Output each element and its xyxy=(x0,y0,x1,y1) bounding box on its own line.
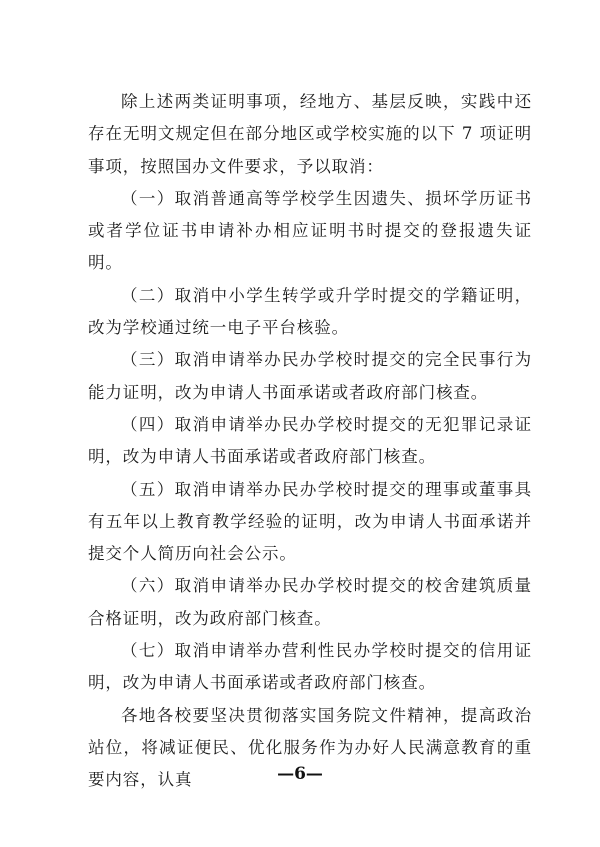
intro-paragraph: 除上述两类证明事项，经地方、基层反映，实践中还存在无明文规定但在部分地区或学校实施的以下 7 项证明事项，按照国办文件要求，予以取消： xyxy=(88,92,532,176)
item-7-paragraph: （七）取消申请举办营利性民办学校时提交的信用证明，改为申请人书面承诺或者政府部门核查。 xyxy=(88,641,532,693)
closing-paragraph: 各地各校要坚决贯彻落实国务院文件精神，提高政治站位，将减证便民、优化服务作为办好人民满意教育的重要内容，认真 xyxy=(88,705,532,790)
item-4-paragraph: （四）取消申请举办民办学校时提交的无犯罪记录证明，改为申请人书面承诺或者政府部门核查。 xyxy=(88,414,532,467)
item-6-paragraph: （六）取消申请举办民办学校时提交的校舍建筑质量合格证明，改为政府部门核查。 xyxy=(88,576,532,628)
item-3-paragraph: （三）取消申请举办民办学校时提交的完全民事行为能力证明，改为申请人书面承诺或者政府部门核查。 xyxy=(88,350,532,402)
item-5-paragraph: （五）取消申请举办民办学校时提交的理事或董事具有五年以上教育教学经验的证明，改为申请人书面承诺并提交个人简历向社会公示。 xyxy=(88,479,532,564)
document-body xyxy=(88,86,532,797)
item-1-paragraph: （一）取消普通高等学校学生因遗失、损坏学历证书或者学位证书申请补办相应证明书时提交的登报遗失证明。 xyxy=(88,188,532,273)
item-2-paragraph: （二）取消中小学生转学或升学时提交的学籍证明，改为学校通过统一电子平台核验。 xyxy=(88,285,532,338)
page-number: —6— xyxy=(277,764,323,784)
